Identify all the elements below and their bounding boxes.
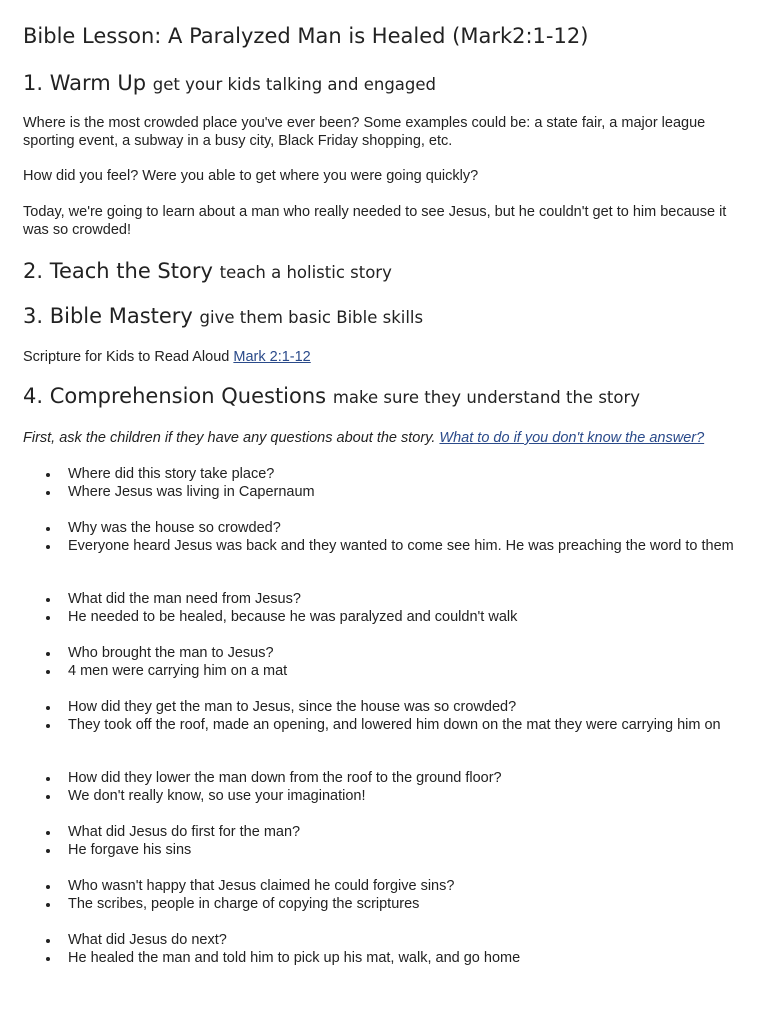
answer-item: Everyone heard Jesus was back and they wanted to come see him. He was preaching the word to them [23, 537, 745, 555]
section-heading-comprehension-questions [23, 382, 640, 412]
qa-group-3 [23, 590, 745, 626]
unknown-answer-help-link[interactable]: What to do if you don't know the answer? [439, 430, 705, 446]
section-heading-label: 3. Bible Mastery [23, 304, 193, 328]
qa-group-2 [23, 519, 745, 555]
scripture-label: Scripture for Kids to Read Aloud [23, 349, 234, 365]
scripture-line [23, 348, 745, 366]
section-heading-bible-mastery [23, 302, 423, 332]
section-heading-warm-up [23, 69, 436, 99]
qa-group-7 [23, 823, 745, 859]
question-item: How did they lower the man down from the roof to the ground floor? [23, 769, 745, 787]
page-title: Bible Lesson: A Paralyzed Man is Healed (Mark2:1-12) [23, 24, 589, 48]
section-heading-label: 2. Teach the Story [23, 259, 213, 283]
question-item: Who brought the man to Jesus? [23, 644, 745, 662]
answer-item: He forgave his sins [23, 841, 745, 859]
question-item: Why was the house so crowded? [23, 519, 745, 537]
question-item: What did Jesus do next? [23, 931, 745, 949]
answer-item: They took off the roof, made an opening, and lowered him down on the mat they were carrying him on [23, 716, 745, 734]
section-heading-subtitle: make sure they understand the story [332, 388, 641, 407]
question-item: Where did this story take place? [23, 465, 745, 483]
answer-item: He needed to be healed, because he was paralyzed and couldn't walk [23, 608, 745, 626]
answer-item: We don't really know, so use your imagination! [23, 787, 745, 805]
question-item: Who wasn't happy that Jesus claimed he could forgive sins? [23, 877, 745, 895]
qa-group-8 [23, 877, 745, 913]
section-heading-label: 4. Comprehension Questions [23, 384, 327, 408]
warmup-paragraph-1: Where is the most crowded place you've ever been? Some examples could be: a state fair, a major league sporting event, a subway in a busy city, Black Friday shopping, etc. [23, 115, 706, 149]
answer-item: He healed the man and told him to pick up his mat, walk, and go home [23, 949, 745, 967]
question-item: How did they get the man to Jesus, since the house was so crowded? [23, 698, 745, 716]
qa-group-1 [23, 465, 745, 501]
qa-group-4 [23, 644, 745, 680]
warmup-paragraph-2: How did you feel? Were you able to get where you were going quickly? [23, 168, 479, 184]
comprehension-intro [23, 429, 745, 447]
qa-group-9 [23, 931, 745, 967]
answer-item: The scribes, people in charge of copying the scriptures [23, 895, 745, 913]
qa-group-5 [23, 698, 745, 734]
question-item: What did the man need from Jesus? [23, 590, 745, 608]
section-heading-subtitle: give them basic Bible skills [199, 308, 424, 327]
answer-item: 4 men were carrying him on a mat [23, 662, 745, 680]
comprehension-intro-text: First, ask the children if they have any questions about the story. [23, 430, 440, 446]
answer-item: Where Jesus was living in Capernaum [23, 483, 745, 501]
section-heading-subtitle: get your kids talking and engaged [152, 75, 436, 94]
question-item: What did Jesus do first for the man? [23, 823, 745, 841]
section-heading-subtitle: teach a holistic story [219, 263, 392, 282]
warmup-paragraph-3: Today, we're going to learn about a man who really needed to see Jesus, but he couldn't get to him because it was so crowded! [23, 204, 727, 238]
qa-group-6 [23, 769, 745, 805]
section-heading-teach-the-story [23, 257, 392, 287]
section-heading-label: 1. Warm Up [23, 71, 147, 95]
scripture-link[interactable]: Mark 2:1-12 [233, 349, 311, 365]
